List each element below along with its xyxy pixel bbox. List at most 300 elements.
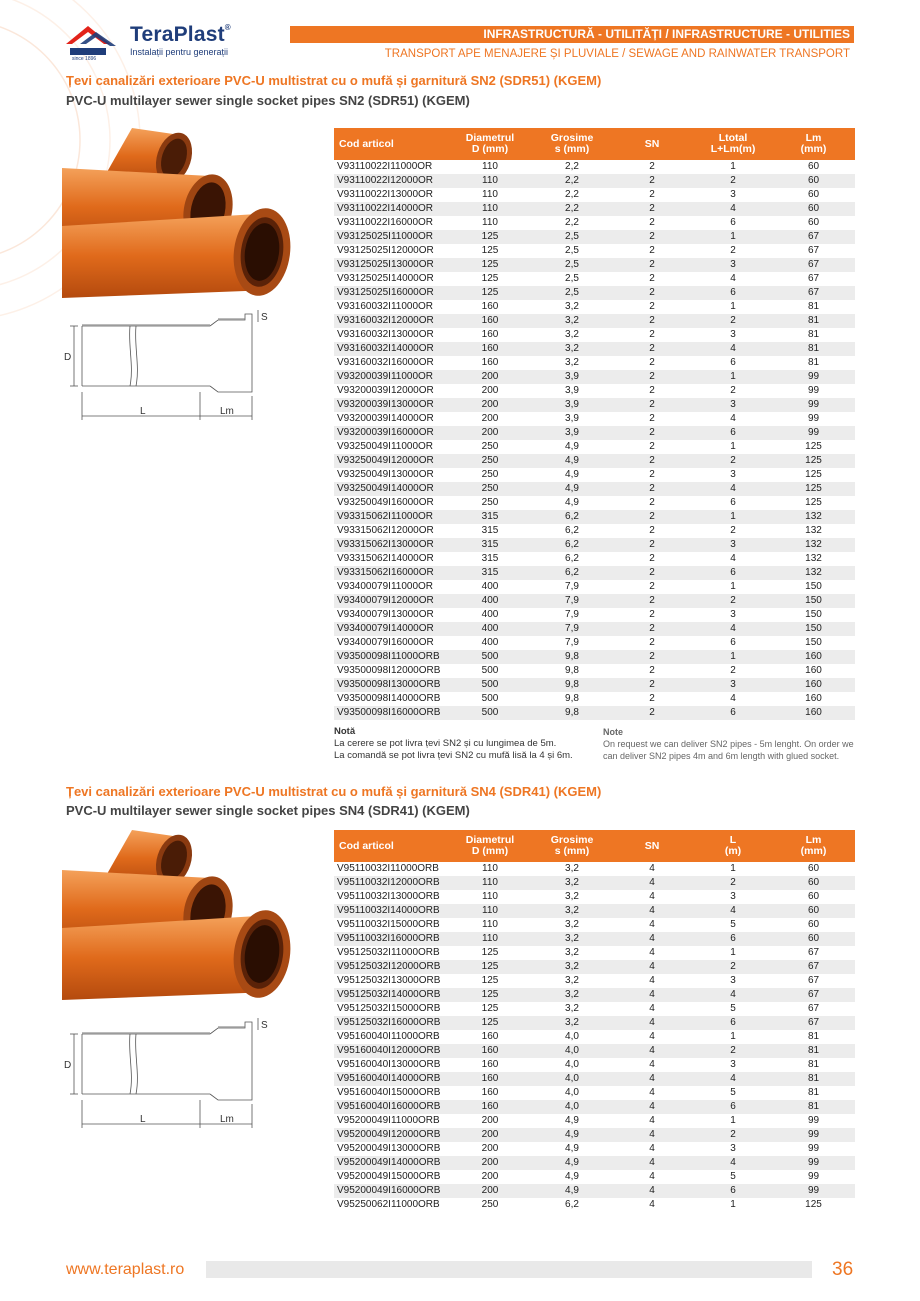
cell-thickness: 3,2 [534,314,610,328]
cell-length: 4 [694,1156,772,1170]
cell-lm: 67 [807,1003,820,1014]
cell-lm: 81 [807,357,820,368]
cell-thickness: 4,0 [534,1044,610,1058]
cell-code: V93125025I12000OR [337,245,434,256]
table-row [334,876,855,890]
cell-diameter: 110 [446,202,534,216]
cell-sn: 4 [649,1059,655,1070]
cell-lm: 160 [772,678,855,692]
cell-diameter: 160 [481,329,499,340]
cell-diameter: 160 [446,1044,534,1058]
cell-diameter: 500 [481,665,499,676]
dim-label-d: D [64,1060,72,1071]
cell-code: V93500098I14000ORB [337,693,441,704]
cell-sn: 2 [649,693,655,704]
cell-diameter: 160 [481,1031,499,1042]
cell-sn: 4 [649,1003,655,1014]
cell-length: 3 [730,1059,736,1070]
cell-diameter: 125 [446,960,534,974]
cell-code: V93160032I11000OR [337,301,434,312]
section2-title-ro: Țevi canalizări exterioare PVC-U multistrat cu o mufă și garnitură SN4 (SDR41) (KGEM) [66,784,602,799]
cell-sn: 2 [610,538,694,552]
cell-code: V93110022I13000OR [337,189,434,200]
table-row [334,974,855,988]
cell-sn: 2 [649,469,655,480]
cell-sn: 4 [649,919,655,930]
dim-label-s: S [261,1020,268,1031]
cell-length: 6 [694,1184,772,1198]
cell-lm: 150 [805,581,822,592]
cell-lm: 81 [807,1087,820,1098]
table-row [334,918,855,932]
cell-lm: 125 [805,1199,822,1210]
col-header-thickness: Grosime s (mm) [534,830,610,862]
cell-sn: 2 [649,385,655,396]
cell-diameter: 160 [446,1100,534,1114]
cell-sn: 4 [649,1031,655,1042]
cell-code: V93250049I16000OR [337,497,434,508]
cell-length: 2 [694,960,772,974]
cell-sn: 2 [649,245,655,256]
footer-url[interactable]: www.teraplast.ro [66,1261,185,1278]
cell-lm: 81 [807,1031,820,1042]
cell-lm: 99 [807,1171,820,1182]
cell-sn: 4 [649,975,655,986]
cell-lm: 67 [772,1016,855,1030]
cell-thickness: 4,0 [534,1100,610,1114]
table-row [334,510,855,524]
col-header-diameter: Diametrul D (mm) [446,830,534,862]
cell-code: V93315062I14000OR [337,553,434,564]
cell-sn: 4 [649,1171,655,1182]
cell-sn: 4 [649,1087,655,1098]
table-row [334,664,855,678]
table-row [334,946,855,960]
cell-code: V93400079I12000OR [334,594,446,608]
dim-label-lm: Lm [220,1114,234,1125]
cell-length: 5 [730,1087,736,1098]
table-row [334,904,855,918]
cell-sn: 4 [610,1100,694,1114]
cell-diameter: 250 [481,469,499,480]
table-row [334,890,855,904]
cell-lm: 67 [772,988,855,1002]
cell-thickness: 3,9 [565,385,579,396]
cell-code: V93160032I13000OR [337,329,434,340]
cell-length: 1 [730,441,736,452]
sn4-spec-table [334,830,855,1212]
cell-diameter: 110 [482,919,498,930]
cell-lm: 150 [805,637,822,648]
cell-lm: 99 [772,1184,855,1198]
cell-lm: 160 [772,706,855,720]
cell-diameter: 400 [481,637,499,648]
cell-lm: 125 [772,454,855,468]
cell-thickness: 3,9 [534,398,610,412]
cell-diameter: 200 [481,1143,499,1154]
cell-code: V95125032I14000ORB [334,988,446,1002]
table-row [334,328,855,342]
table-row [334,1044,855,1058]
cell-length: 4 [694,1072,772,1086]
cell-thickness: 2,5 [565,273,579,284]
section2-title-en: PVC-U multilayer sewer single socket pipes SN4 (SDR41) (KGEM) [66,803,470,818]
cell-sn: 4 [610,1184,694,1198]
cell-thickness: 3,9 [534,426,610,440]
table-row [334,650,855,664]
cell-diameter: 200 [446,370,534,384]
cell-code: V93125025I14000OR [337,273,434,284]
cell-code: V93125025I11000OR [334,230,446,244]
cell-diameter: 400 [481,581,499,592]
cell-sn: 2 [610,258,694,272]
cell-sn: 2 [649,637,655,648]
cell-diameter: 315 [481,553,499,564]
cell-lm: 60 [807,919,820,930]
dim-label-l: L [140,1114,146,1125]
cell-sn: 2 [649,441,655,452]
table-row [334,538,855,552]
cell-length: 1 [730,1115,736,1126]
cell-thickness: 6,2 [565,525,579,536]
cell-thickness: 2,2 [565,217,579,228]
cell-sn: 2 [649,525,655,536]
cell-lm: 81 [807,301,820,312]
table-row [334,1072,855,1086]
cell-length: 3 [730,329,736,340]
note-en: Note On request we can deliver SN2 pipes - 5m lenght. On order we can deliver SN2 pipes 4m and 6m length with glued socket. [603,727,854,761]
dim-label-s: S [261,312,268,323]
cell-diameter: 400 [446,622,534,636]
cell-thickness: 3,2 [565,947,579,958]
cell-lm: 81 [772,1100,855,1114]
cell-code: V93250049I11000OR [337,441,434,452]
cell-lm: 60 [772,876,855,890]
page-number: 36 [832,1259,854,1280]
cell-lm: 160 [805,693,822,704]
cell-sn: 2 [649,217,655,228]
cell-code: V95200049I16000ORB [334,1184,446,1198]
table-body [334,160,855,720]
cell-sn: 2 [649,357,655,368]
table-row [334,342,855,356]
cell-thickness: 2,2 [534,202,610,216]
cell-thickness: 3,2 [565,329,579,340]
cell-code: V93200039I16000OR [334,426,446,440]
cell-code: V95160040I11000ORB [337,1031,440,1042]
cell-thickness: 9,8 [565,693,579,704]
cell-code: V93500098I11000ORB [334,650,446,664]
cell-code: V93110022I11000OR [337,161,433,172]
table-row [334,594,855,608]
cell-length: 4 [694,202,772,216]
table-row [334,412,855,426]
cell-code: V93250049I13000OR [337,469,434,480]
cell-lm: 60 [807,891,820,902]
table-row [334,426,855,440]
cell-diameter: 500 [446,678,534,692]
cell-length: 6 [694,1016,772,1030]
cell-length: 3 [694,258,772,272]
cell-diameter: 110 [482,217,498,228]
cell-length: 6 [694,286,772,300]
sn4-pipe-dimension-drawing [60,1014,280,1134]
cell-code: V95125032I11000ORB [337,947,440,958]
cell-thickness: 7,9 [565,581,579,592]
cell-diameter: 315 [446,510,534,524]
cell-lm: 132 [805,525,822,536]
cell-code: V95200049I14000ORB [334,1156,446,1170]
cell-code: V93160032I12000OR [334,314,446,328]
cell-sn: 2 [610,510,694,524]
table-row [334,1184,855,1198]
cell-sn: 4 [610,1072,694,1086]
cell-sn: 2 [649,161,655,172]
cell-sn: 4 [649,1143,655,1154]
cell-code: V93110022I14000OR [334,202,446,216]
table-row [334,1142,855,1156]
table-row [334,1100,855,1114]
sn2-spec-table [334,128,855,720]
cell-thickness: 3,2 [565,919,579,930]
cell-diameter: 110 [482,863,498,874]
cell-sn: 2 [610,286,694,300]
cell-diameter: 250 [446,482,534,496]
table-row [334,468,855,482]
cell-length: 1 [694,650,772,664]
cell-sn: 2 [610,314,694,328]
cell-thickness: 3,2 [565,891,579,902]
col-header-length: Ltotal L+Lm(m) [694,128,772,160]
table-row [334,272,855,286]
cell-code: V93400079I14000OR [334,622,446,636]
table-row [334,1128,855,1142]
cell-sn: 2 [649,665,655,676]
table-row [334,636,855,650]
cell-code: V93400079I11000OR [337,581,434,592]
cell-length: 6 [730,357,736,368]
cell-diameter: 160 [481,301,499,312]
cell-code: V93400079I13000OR [337,609,434,620]
cell-diameter: 110 [482,161,498,172]
cell-thickness: 4,9 [534,482,610,496]
table-row [334,862,855,876]
cell-thickness: 2,2 [534,174,610,188]
cell-diameter: 200 [446,1128,534,1142]
table-row [334,202,855,216]
cell-length: 1 [730,301,736,312]
cell-sn: 2 [610,594,694,608]
cell-sn: 2 [649,609,655,620]
table-row [334,1016,855,1030]
cell-length: 3 [694,538,772,552]
table-row [334,678,855,692]
cell-thickness: 7,9 [565,637,579,648]
cell-thickness: 2,2 [565,189,579,200]
cell-diameter: 125 [446,1016,534,1030]
cell-sn: 2 [610,706,694,720]
cell-code: V95200049I13000ORB [337,1143,441,1154]
cell-lm: 81 [772,1044,855,1058]
cell-code: V93125025I16000OR [334,286,446,300]
cell-code: V95110032I14000ORB [334,904,446,918]
cell-thickness: 4,0 [565,1059,579,1070]
cell-thickness: 3,9 [565,413,579,424]
footer-bar [206,1261,812,1278]
cell-sn: 2 [649,189,655,200]
table-row [334,692,855,706]
cell-lm: 81 [807,329,820,340]
cell-code: V93250049I12000OR [334,454,446,468]
cell-lm: 99 [807,1143,820,1154]
cell-sn: 2 [610,370,694,384]
cell-sn: 4 [649,947,655,958]
cell-length: 5 [730,1003,736,1014]
cell-diameter: 200 [481,1171,499,1182]
table-row [334,496,855,510]
cell-length: 6 [730,217,736,228]
cell-length: 4 [694,482,772,496]
cell-diameter: 200 [481,385,499,396]
cell-code: V95160040I14000ORB [334,1072,446,1086]
cell-diameter: 250 [481,1199,499,1210]
cell-sn: 4 [610,1016,694,1030]
cell-thickness: 9,8 [534,706,610,720]
col-header-code: Cod articol [334,128,446,160]
cell-diameter: 200 [446,1184,534,1198]
cell-length: 6 [694,706,772,720]
cell-lm: 132 [772,566,855,580]
cell-diameter: 125 [481,273,499,284]
cell-lm: 132 [772,510,855,524]
cell-lm: 150 [772,622,855,636]
cell-thickness: 4,9 [534,1184,610,1198]
table-row [334,552,855,566]
cell-thickness: 4,0 [534,1072,610,1086]
cell-thickness: 3,2 [534,904,610,918]
cell-code: V95110032I11000ORB [337,863,439,874]
cell-length: 1 [730,1199,736,1210]
table-row [334,1030,855,1044]
cell-diameter: 160 [481,1087,499,1098]
cell-thickness: 3,2 [534,960,610,974]
cell-sn: 2 [610,650,694,664]
cell-length: 2 [730,665,736,676]
cell-diameter: 160 [446,1072,534,1086]
table-row [334,1114,855,1128]
cell-thickness: 2,5 [534,258,610,272]
col-header-length: L (m) [694,830,772,862]
cell-length: 2 [694,454,772,468]
cell-lm: 160 [805,665,822,676]
table-row [334,988,855,1002]
table-row [334,258,855,272]
cell-length: 3 [730,189,736,200]
cell-thickness: 6,2 [534,510,610,524]
cell-sn: 4 [649,1199,655,1210]
dim-label-lm: Lm [220,406,234,417]
cell-code: V95125032I15000ORB [337,1003,441,1014]
cell-diameter: 500 [481,693,499,704]
cell-lm: 67 [772,286,855,300]
cell-diameter: 125 [481,947,499,958]
cell-thickness: 4,0 [565,1031,579,1042]
cell-sn: 4 [610,988,694,1002]
cell-length: 2 [694,876,772,890]
note-ro: Notă La cerere se pot livra țevi SN2 și cu lungimea de 5m. La comandă se pot livra țevi SN2 cu mufă lisă la 4 și 6m. [334,726,573,761]
section1-title-ro: Țevi canalizări exterioare PVC-U multistrat cu o mufă și garnitură SN2 (SDR51) (KGEM) [66,73,602,88]
cell-diameter: 160 [446,314,534,328]
cell-diameter: 160 [481,1059,499,1070]
cell-code: V93500098I12000ORB [337,665,441,676]
cell-thickness: 6,2 [534,566,610,580]
table-row [334,356,855,370]
cell-thickness: 3,2 [534,1016,610,1030]
cell-length: 4 [694,342,772,356]
cell-lm: 67 [772,258,855,272]
cell-code: V93400079I16000OR [337,637,434,648]
cell-length: 2 [694,314,772,328]
cell-thickness: 4,9 [565,497,579,508]
cell-length: 3 [730,1143,736,1154]
cell-length: 6 [730,637,736,648]
cell-length: 1 [730,863,736,874]
cell-length: 4 [730,273,736,284]
cell-code: V93315062I12000OR [337,525,434,536]
cell-thickness: 2,2 [565,161,579,172]
cell-thickness: 4,9 [565,469,579,480]
cell-length: 3 [730,975,736,986]
cell-sn: 2 [610,230,694,244]
cell-thickness: 6,2 [565,553,579,564]
cell-sn: 2 [610,202,694,216]
cell-code: V95125032I13000ORB [337,975,441,986]
cell-code: V95125032I12000ORB [334,960,446,974]
table-row [334,1198,855,1212]
cell-diameter: 110 [446,174,534,188]
cell-lm: 67 [807,273,820,284]
cell-thickness: 7,9 [565,609,579,620]
cell-length: 4 [694,622,772,636]
col-header-lm: Lm (mm) [772,128,855,160]
col-header-code: Cod articol [334,830,446,862]
cell-lm: 125 [805,497,822,508]
cell-lm: 81 [772,314,855,328]
cell-code: V93160032I14000OR [334,342,446,356]
cell-diameter: 110 [446,876,534,890]
cell-thickness: 4,9 [534,454,610,468]
cell-thickness: 4,0 [565,1087,579,1098]
cell-thickness: 3,2 [534,988,610,1002]
cell-code: V95160040I15000ORB [337,1087,441,1098]
sn2-pipes-photo [62,128,294,298]
cell-lm: 99 [807,385,820,396]
cell-thickness: 2,5 [534,230,610,244]
cell-length: 4 [730,693,736,704]
cell-sn: 4 [610,1156,694,1170]
cell-diameter: 200 [481,1115,499,1126]
cell-sn: 2 [649,301,655,312]
cell-length: 2 [730,525,736,536]
logo-tagline: Instalații pentru generații [130,47,229,57]
cell-lm: 60 [772,174,855,188]
cell-diameter: 400 [446,594,534,608]
cell-diameter: 125 [446,258,534,272]
table-row [334,1170,855,1184]
cell-sn: 4 [610,960,694,974]
cell-length: 6 [694,1100,772,1114]
cell-sn: 2 [610,454,694,468]
